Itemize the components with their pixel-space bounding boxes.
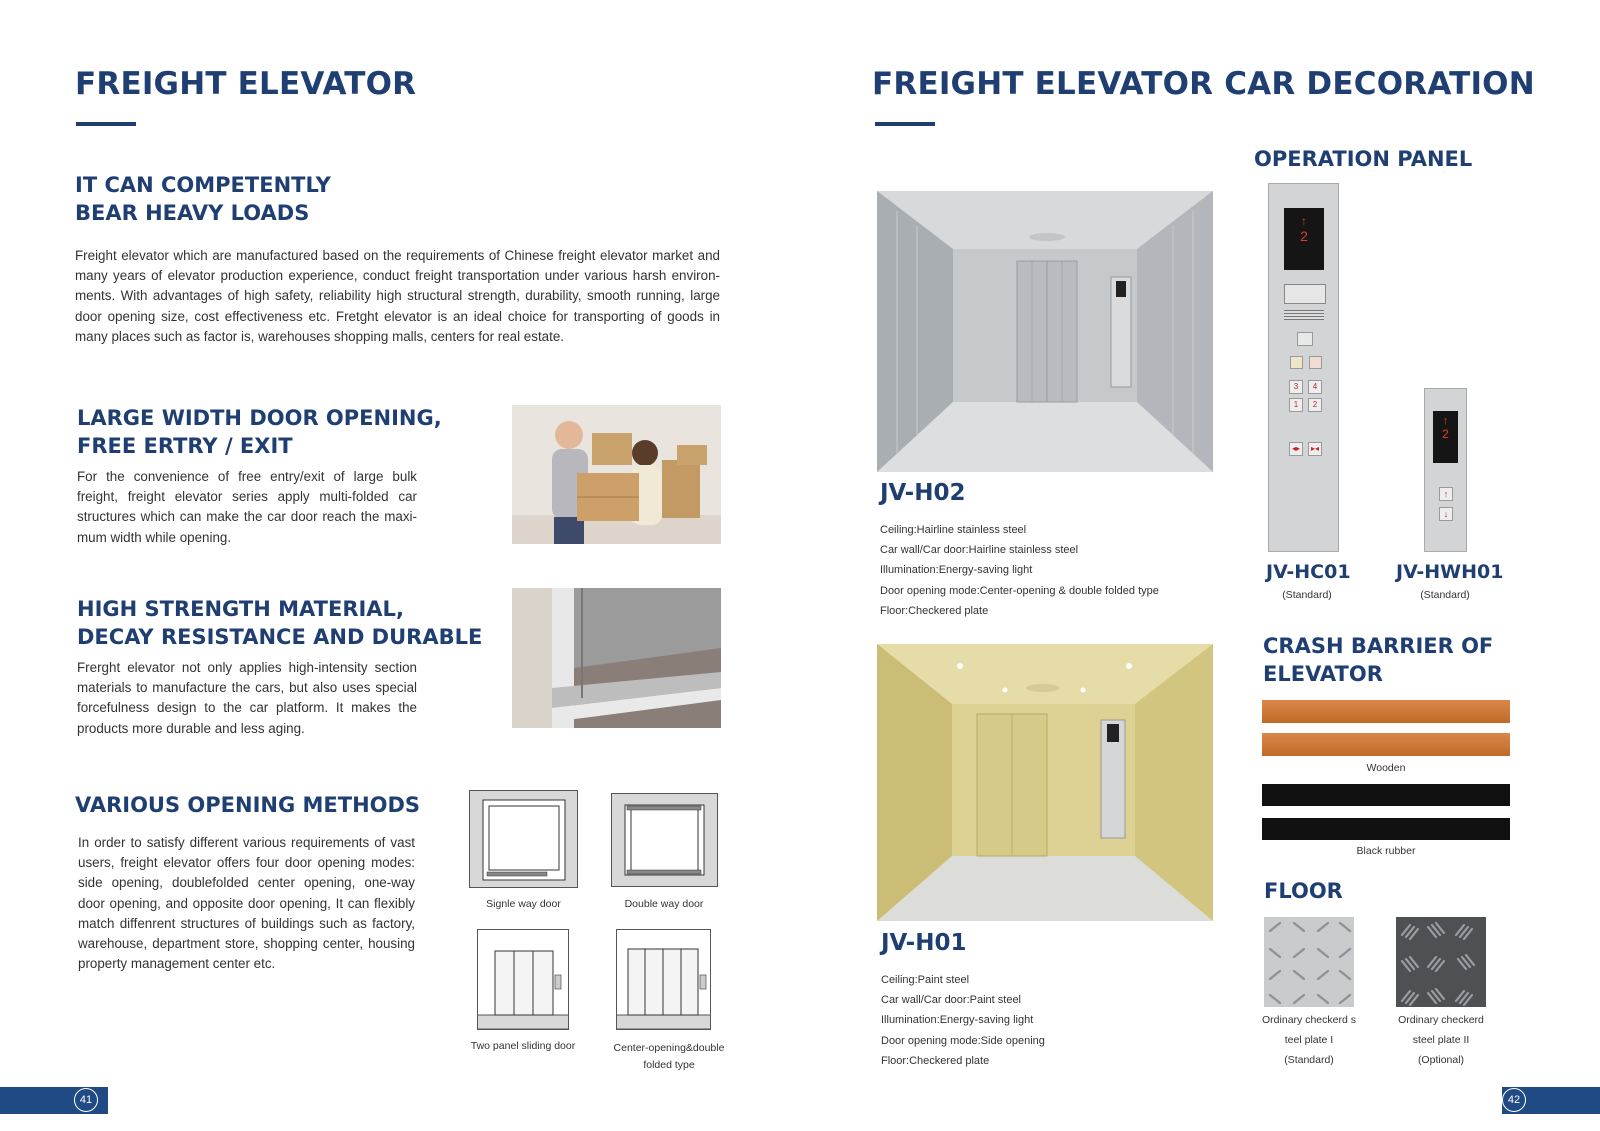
panel-floor-button-1[interactable]: 1 [1289, 398, 1303, 412]
panel-phone-button[interactable] [1309, 356, 1322, 369]
section-door-opening-heading: LARGE WIDTH DOOR OPENING, FREE ERTRY / EXIT [77, 406, 442, 458]
right-title-underline [875, 122, 935, 126]
section-material-text: Frerght elevator not only applies high-intensity section materials to manufacture the cars, but also uses special forcefulness design to the car platform. It makes the products more durable and less aging. [77, 660, 417, 736]
operation-panel-heading: OPERATION PANEL [1254, 147, 1473, 171]
car-jv-h02-model: JV-H02 [880, 480, 966, 506]
panel-jv-hwh01-display: ↑ 2 [1433, 411, 1458, 463]
section-opening-methods-text: In order to satisfy different various requirements of vast users, freight elevator offers four door opening modes: side opening, doublefolded center opening, one-way door opening, and opposite door opening, It can flexibly match diffenrent structures of buildings such as factory, warehouse, department store, shopping center, housing property management center etc. [78, 835, 415, 972]
title-underline [76, 122, 136, 126]
panel-label-plate [1284, 284, 1326, 304]
door-sill-photo [512, 588, 721, 728]
black-rubber-barrier-strip-2 [1262, 818, 1510, 840]
single-way-door-diagram [469, 790, 578, 888]
panel-jv-hwh01-model: JV-HWH01 [1396, 561, 1504, 583]
page-number-left: 41 [74, 1088, 98, 1112]
hall-down-button[interactable]: ↓ [1439, 507, 1453, 521]
section-heavy-loads-text: Freight elevator which are manufactured based on the requirements of Chinese freight elevator market and many years of elevator production experience, conduct freight transportation under various harsh environ-ments. With advantages of high safety, reliability high structural strength, durability, smooth running, large door opening size, cost effectiveness etc. Fretght elevator is an ideal choice for transporting of goods in many places such as factor is, warehouses shopping malls, centers for real estate. [75, 248, 720, 344]
panel-jv-hwh01-note: (Standard) [1420, 589, 1470, 601]
panel-jv-hc01-note: (Standard) [1282, 589, 1332, 601]
floor-plate-i-caption: Ordinary checkerd s teel plate I (Standard) [1262, 1014, 1356, 1066]
wooden-barrier-strip-1 [1262, 700, 1510, 723]
car-jv-h02-photo [877, 191, 1213, 472]
crash-barrier-heading: CRASH BARRIER OF ELEVATOR [1263, 634, 1494, 686]
door-caption-double: Double way door [624, 898, 704, 910]
panel-keyhole [1297, 332, 1313, 346]
door-caption-single: Signle way door [486, 898, 561, 910]
panel-jv-hwh01 [1424, 388, 1467, 552]
car-jv-h01-model: JV-H01 [881, 930, 967, 956]
panel-speaker-grille [1284, 310, 1324, 320]
car-jv-h01-photo [877, 644, 1213, 921]
wooden-barrier-strip-2 [1262, 733, 1510, 756]
panel-door-open-button[interactable]: ◂▸ [1289, 442, 1303, 456]
double-way-door-diagram [611, 793, 718, 887]
floor-heading: FLOOR [1264, 879, 1343, 903]
car-jv-h02-specs: Ceiling:Hairline stainless steel Car wall/Car door:Hairline stainless steel Illumination:Energy-saving light Door opening mode:Center-opening & double folded type Floor:Checkered plate [880, 524, 1159, 617]
floor-plate-i-swatch [1264, 917, 1354, 1007]
center-opening-door-diagram [616, 929, 711, 1030]
panel-jv-hc01 [1268, 183, 1339, 552]
right-page-title: FREIGHT ELEVATOR CAR DECORATION [872, 66, 1535, 102]
floor-plate-ii-swatch [1396, 917, 1486, 1007]
black-rubber-barrier-strip-1 [1262, 784, 1510, 806]
black-rubber-caption: Black rubber [1356, 845, 1416, 857]
couple-with-boxes-photo [512, 405, 721, 544]
page-number-right: 42 [1502, 1088, 1526, 1112]
panel-jv-hc01-display: ↑ 2 [1284, 208, 1324, 270]
panel-floor-button-3[interactable]: 3 [1289, 380, 1303, 394]
panel-floor-button-2[interactable]: 2 [1308, 398, 1322, 412]
door-caption-two-panel: Two panel sliding door [470, 1040, 576, 1052]
hall-up-button[interactable]: ↑ [1439, 487, 1453, 501]
floor-plate-ii-caption: Ordinary checkerd steel plate II (Optional) [1398, 1014, 1484, 1066]
section-opening-methods-heading: VARIOUS OPENING METHODS [75, 793, 421, 817]
panel-alarm-button[interactable] [1290, 356, 1303, 369]
panel-door-close-button[interactable]: ▸◂ [1308, 442, 1322, 456]
two-panel-sliding-door-diagram [477, 929, 569, 1030]
door-caption-center-opening: Center-opening&double folded type [613, 1042, 725, 1071]
section-heavy-loads-heading: IT CAN COMPETENTLY BEAR HEAVY LOADS [75, 173, 331, 225]
section-material-heading: HIGH STRENGTH MATERIAL, DECAY RESISTANCE AND DURABLE [77, 597, 483, 649]
left-page-title: FREIGHT ELEVATOR [75, 66, 417, 102]
car-jv-h01-specs: Ceiling:Paint steel Car wall/Car door:Paint steel Illumination:Energy-saving light Door opening mode:Side opening Floor:Checkered plate [881, 974, 1045, 1067]
section-door-opening-text: For the convenience of free entry/exit of large bulk freight, freight elevator series apply multi-folded car structures which can make the car door reach the maxi-mum width while opening. [77, 469, 417, 545]
panel-floor-button-4[interactable]: 4 [1308, 380, 1322, 394]
panel-jv-hc01-model: JV-HC01 [1266, 561, 1351, 583]
wooden-barrier-caption: Wooden [1366, 762, 1406, 774]
